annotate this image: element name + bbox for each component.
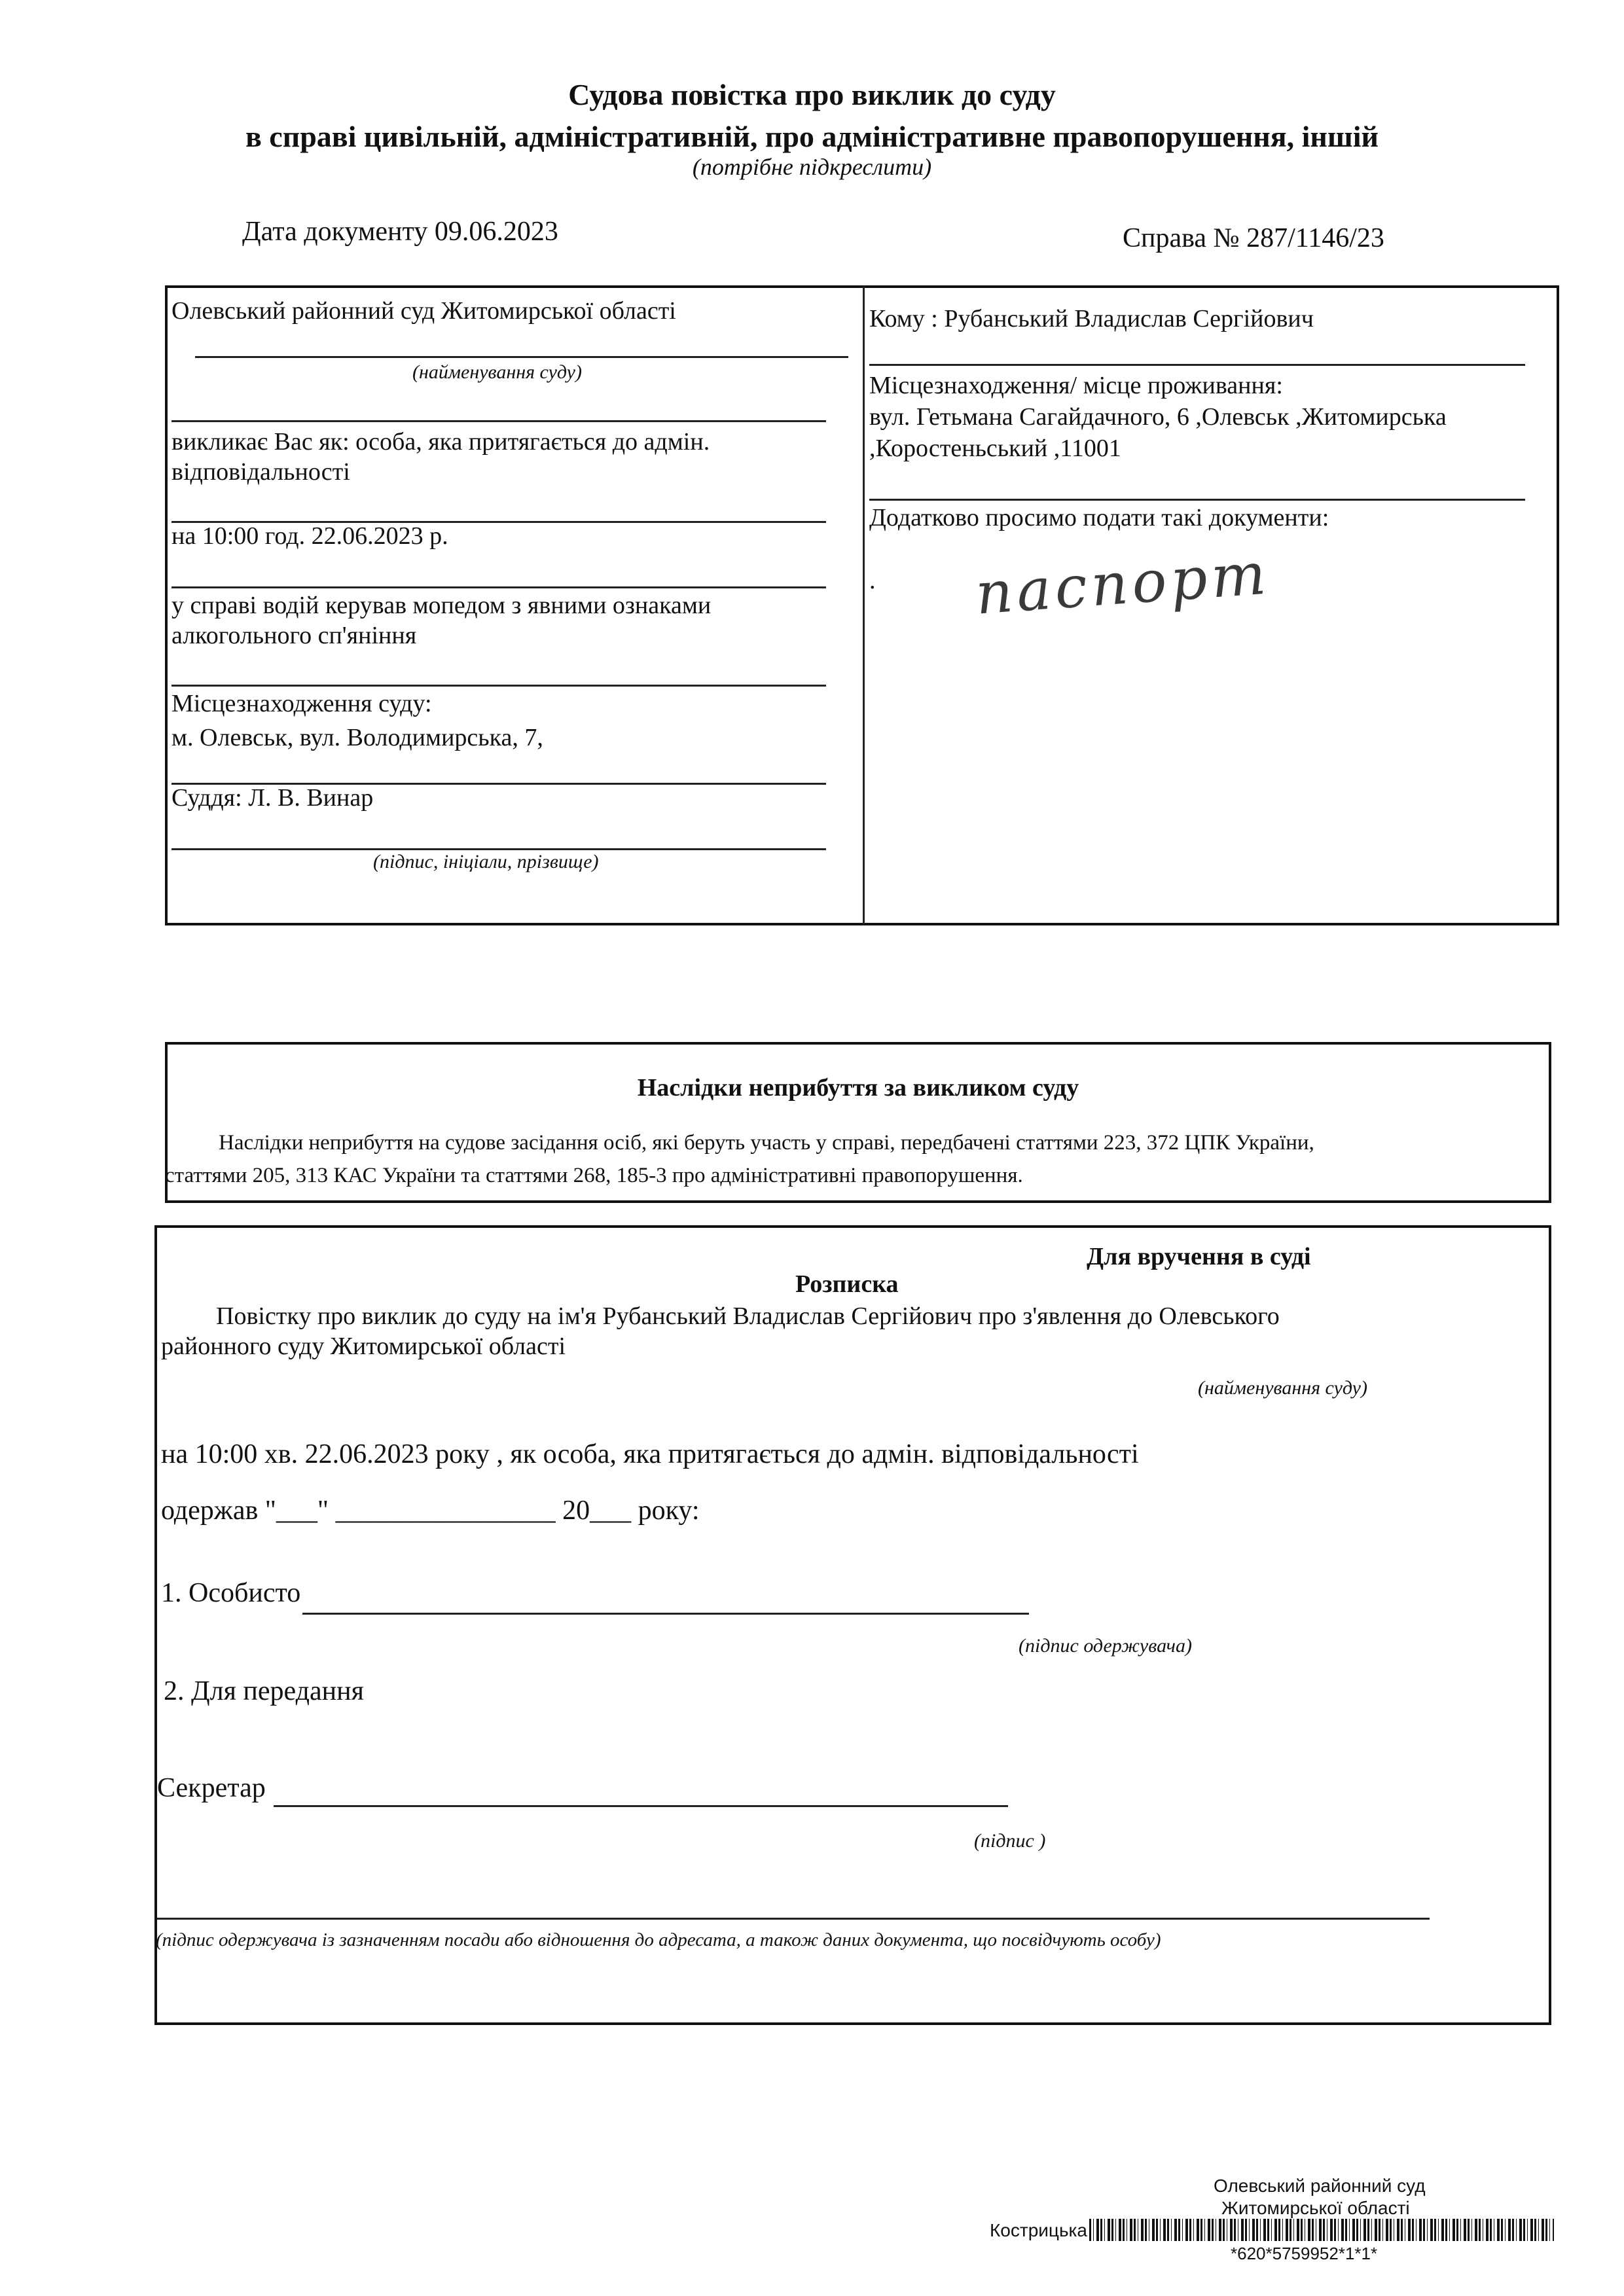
- personal-delivery-label: 1. Особисто: [161, 1578, 301, 1608]
- clerk-name: Кострицька: [990, 2220, 1087, 2240]
- received-date-line: одержав "___" ________________ 20___ року:: [161, 1496, 700, 1526]
- footer-signature-line[interactable]: [157, 1918, 1430, 1920]
- summon-role-line1: викликає Вас як: особа, яка притягається до адмін.: [171, 428, 710, 456]
- case-description-line1: у справі водій керував мопедом з явними ознаками: [171, 592, 712, 619]
- judge-name: Суддя: Л. В. Винар: [171, 784, 374, 812]
- receipt-title: Розписка: [795, 1270, 899, 1298]
- consequences-line1: Наслідки неприбуття на судове засідання осіб, які беруть участь у справі, передбачені статтями 223, 372 ЦПК України,: [219, 1131, 1314, 1155]
- secretary-signature-caption: (підпис ): [974, 1830, 1046, 1852]
- handwritten-documents: паспорт: [973, 539, 1272, 628]
- consequences-line2: статтями 205, 313 КАС України та статтями 268, 185-3 про адміністративні правопорушення.: [165, 1164, 1023, 1187]
- address-label: Місцезнаходження/ місце проживання:: [869, 372, 1283, 399]
- column-divider: [863, 287, 865, 924]
- recipient-signature-caption: (підпис одержувача): [1019, 1635, 1192, 1657]
- for-court-delivery: Для вручення в суді: [1087, 1243, 1311, 1270]
- court-name: Олевський районний суд Житомирської області: [171, 297, 676, 325]
- receipt-court-caption: (найменування суду): [1198, 1377, 1367, 1399]
- documents-label: Додатково просимо подати такі документи:: [869, 504, 1329, 531]
- judge-caption: (підпис, ініціали, прізвище): [373, 851, 599, 872]
- case-number: Справа № 287/1146/23: [1123, 223, 1384, 253]
- address-line2: ,Коростеньський ,11001: [869, 435, 1121, 462]
- document-title: Судова повістка про виклик до суду: [568, 78, 1056, 111]
- stamp-court-line1: Олевський районний суд: [1214, 2176, 1426, 2196]
- summon-role-line2: відповідальності: [171, 458, 350, 486]
- court-location-label: Місцезнаходження суду:: [171, 690, 432, 717]
- receipt-line2: районного суду Житомирської області: [161, 1333, 566, 1360]
- hearing-time: на 10:00 год. 22.06.2023 р.: [171, 522, 448, 550]
- secretary-label: Секретар: [157, 1773, 266, 1803]
- document-date: Дата документу 09.06.2023: [242, 217, 558, 247]
- court-location-value: м. Олевськ, вул. Володимирська, 7,: [171, 724, 543, 751]
- receipt-line1: Повістку про виклик до суду на ім'я Рубанський Владислав Сергійович про з'явлення до Олевського: [216, 1302, 1280, 1330]
- stamp-court-line2: Житомирської області: [1221, 2198, 1410, 2218]
- documents-dot: .: [869, 567, 876, 594]
- court-caption: (найменування суду): [412, 361, 582, 383]
- barcode-text: *620*5759952*1*1*: [1231, 2244, 1378, 2263]
- recipient-name: Кому : Рубанський Владислав Сергійович: [869, 305, 1314, 332]
- personal-signature-line[interactable]: [302, 1613, 1029, 1615]
- footer-caption: (підпис одержувача із зазначенням посади або відношення до адресата, а також даних документа, що посвідчують особу): [156, 1929, 1161, 1950]
- receipt-time-line: на 10:00 хв. 22.06.2023 року , як особа, яка притягається до адмін. відповідальності: [161, 1439, 1139, 1469]
- barcode: [1089, 2219, 1554, 2241]
- secretary-signature-line[interactable]: [274, 1805, 1008, 1807]
- transfer-label: 2. Для передання: [164, 1676, 364, 1706]
- underline-note: (потрібне підкреслити): [692, 154, 932, 180]
- address-line1: вул. Гетьмана Сагайдачного, 6 ,Олевськ ,Житомирська: [869, 403, 1447, 431]
- case-description-line2: алкогольного сп'яніння: [171, 622, 417, 649]
- consequences-title: Наслідки неприбуття за викликом суду: [637, 1074, 1079, 1102]
- document-subtitle: в справі цивільній, адміністративній, про адміністративне правопорушення, іншій: [245, 120, 1379, 153]
